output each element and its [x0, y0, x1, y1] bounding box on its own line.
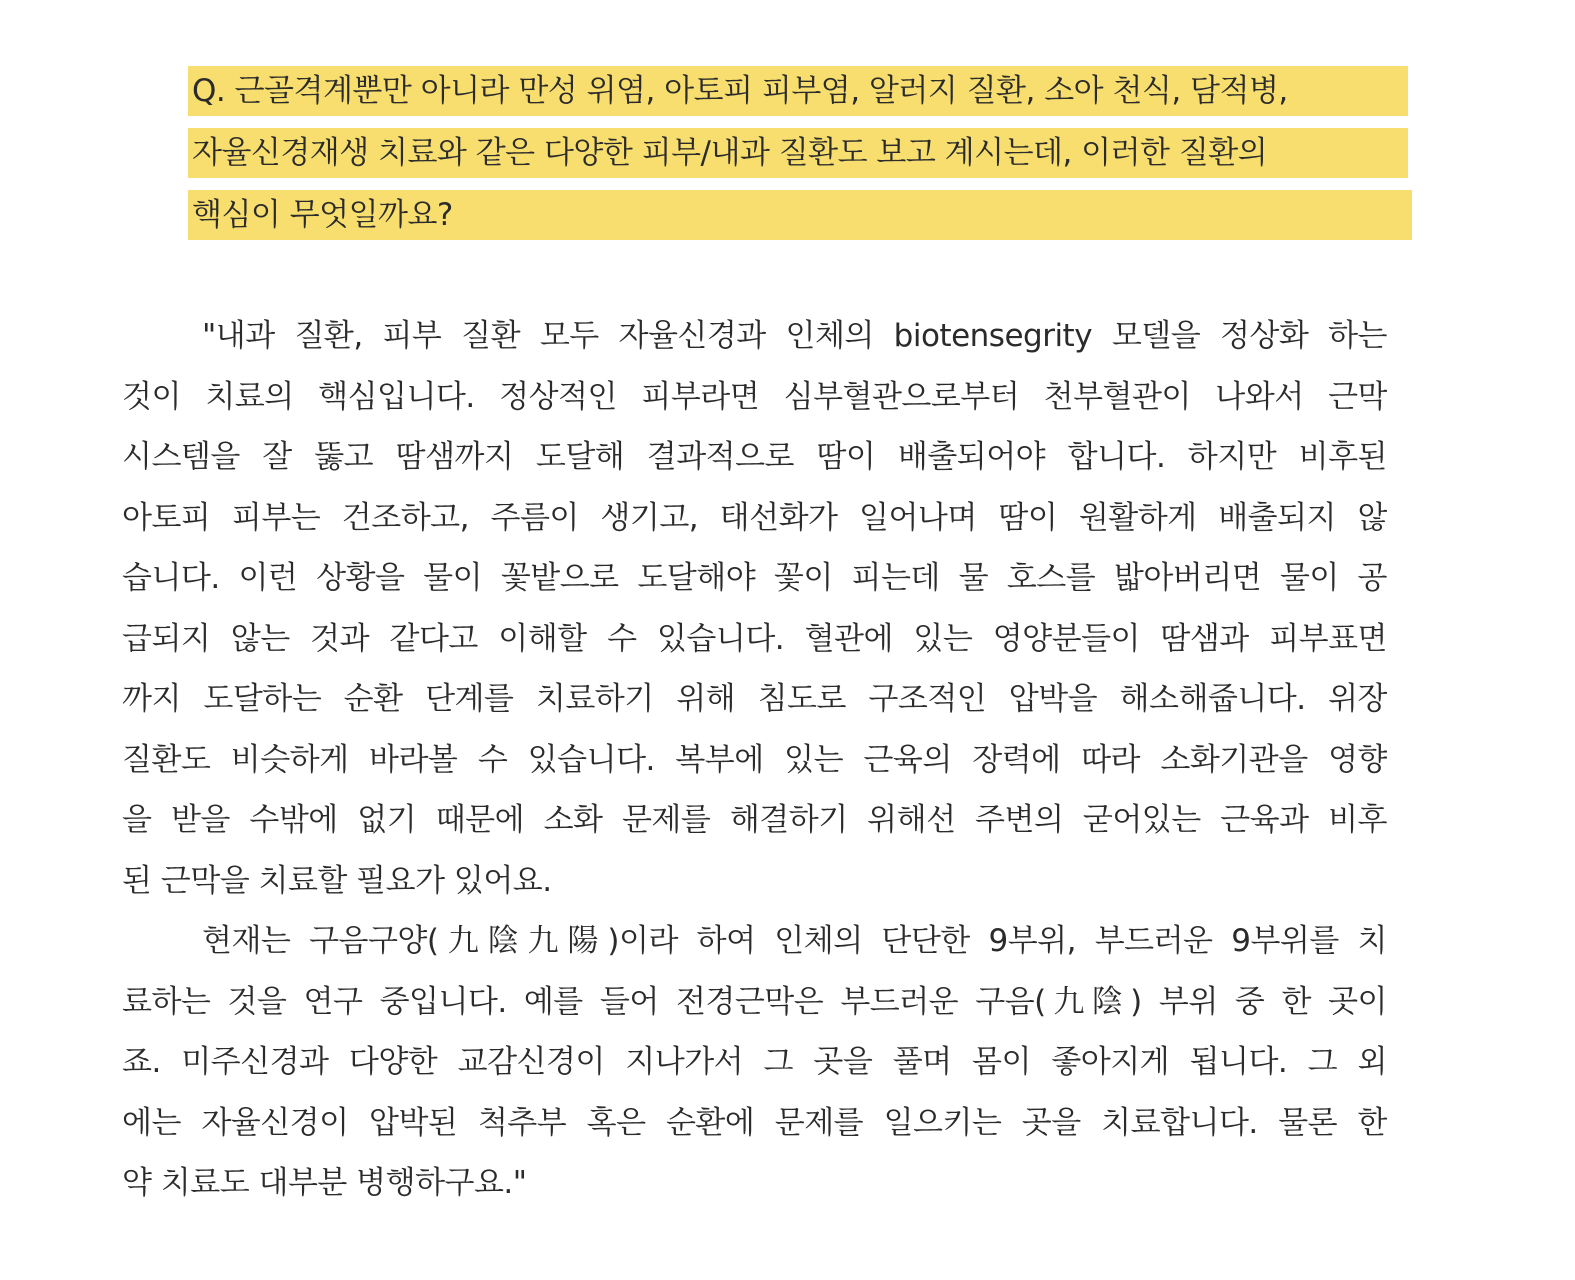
- answer-text: [122, 306, 1387, 1214]
- answer-line: 료하는 것을 연구 중입니다. 예를 들어 전경근막은 부드러운 구음(九陰) 부위 중 한 곳이: [122, 983, 1387, 1020]
- answer-line: 것이 치료의 핵심입니다. 정상적인 피부라면 심부혈관으로부터 천부혈관이 나와서 근막: [122, 378, 1387, 415]
- answer-line: 까지 도달하는 순환 단계를 치료하기 위해 침도로 구조적인 압박을 해소해줍니다. 위장: [122, 681, 1387, 717]
- highlighted-question: [188, 66, 1408, 252]
- answer-line: 급되지 않는 것과 같다고 이해할 수 있습니다. 혈관에 있는 영양분들이 땀샘과 피부표면: [122, 620, 1387, 657]
- answer-line: 된 근막을 치료할 필요가 있어요.: [122, 862, 552, 899]
- answer-line: "내과 질환, 피부 질환 모두 자율신경과 인체의 biotensegrity 모델을 정상화 하는: [202, 318, 1387, 354]
- answer-line: 습니다. 이런 상황을 물이 꽃밭으로 도달해야 꽃이 피는데 물 호스를 밟아버리면 물이 공: [122, 560, 1387, 596]
- answer-line: 에는 자율신경이 압박된 척추부 혹은 순환에 문제를 일으키는 곳을 치료합니다. 물론 한: [122, 1104, 1387, 1141]
- answer-line: 현재는 구음구양(九陰九陽)이라 하여 인체의 단단한 9부위, 부드러운 9부위를 치: [202, 923, 1387, 959]
- answer-line: 아토피 피부는 건조하고, 주름이 생기고, 태선화가 일어나며 땀이 원활하게 배출되지 않: [122, 499, 1387, 536]
- question-line: Q. 근골격계뿐만 아니라 만성 위염, 아토피 피부염, 알러지 질환, 소아 천식, 담적병,: [188, 66, 1408, 116]
- answer-line: 죠. 미주신경과 다양한 교감신경이 지나가서 그 곳을 풀며 몸이 좋아지게 됩니다. 그 외: [122, 1044, 1387, 1080]
- question-line: 자율신경재생 치료와 같은 다양한 피부/내과 질환도 보고 계시는데, 이러한 질환의: [188, 128, 1408, 178]
- answer-line: 약 치료도 대부분 병행하구요.": [122, 1165, 527, 1201]
- question-line: 핵심이 무엇일까요?: [188, 190, 1412, 240]
- answer-line: 을 받을 수밖에 없기 때문에 소화 문제를 해결하기 위해선 주변의 굳어있는 근육과 비후: [122, 802, 1387, 838]
- answer-line: 시스템을 잘 뚫고 땀샘까지 도달해 결과적으로 땀이 배출되어야 합니다. 하지만 비후된: [122, 439, 1387, 475]
- answer-line: 질환도 비슷하게 바라볼 수 있습니다. 복부에 있는 근육의 장력에 따라 소화기관을 영향: [122, 741, 1387, 778]
